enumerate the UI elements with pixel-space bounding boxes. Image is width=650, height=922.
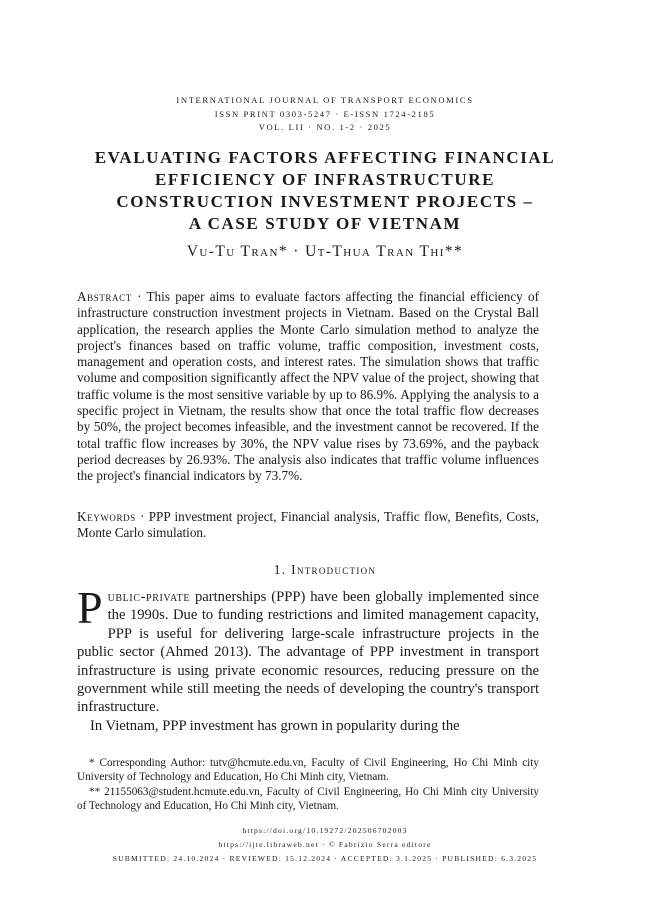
title-line-3: CONSTRUCTION INVESTMENT PROJECTS – [116, 192, 534, 211]
drop-cap: P [77, 582, 103, 633]
keywords-separator: · [135, 509, 149, 524]
keywords [77, 509, 539, 542]
volume-line: VOL. LII · NO. 1-2 · 2025 [258, 122, 392, 132]
publisher-site[interactable]: https://ijte.libraweb.net · © Fabrizio Serra editore [218, 840, 432, 849]
section-heading: 1. Introduction [273, 562, 377, 577]
abstract [77, 289, 539, 485]
title-line-4: A CASE STUDY OF VIETNAM [188, 214, 462, 233]
title-line-2: EFFICIENCY OF INFRASTRUCTURE [154, 170, 496, 189]
abstract-text: This paper aims to evaluate factors affecting the financial efficiency of infrastructure construction investment projects in Vietnam. Based on the Crystal Ball application, the research applies the Monte Carlo simulation method to analyze the project's finances based on traffic volume, traffic composition, investment costs, management and operation costs, and interest rates. The simulation shows that traffic volume and composition significantly affect the NPV value of the project, showing that traffic volume is the most sensitive variable by up to 86.9%. Applying the analysis to a specific project in Vietnam, the results show that once the total traffic flow decreases by 50%, the project becomes infeasible, and the investment cannot be recovered. If the total traffic flow increases by 30%, the NPV value rises by 73.69%, and the payback period decreases by 26.93%. The analysis also indicates that traffic volume influences the project's financial indicators by 73.7%. [77, 289, 539, 484]
footnotes [77, 756, 539, 814]
abstract-label: Abstract [77, 289, 132, 304]
doi-link[interactable]: https://doi.org/10.19272/202506702003 [242, 826, 408, 835]
intro-lead: ublic-private [107, 589, 191, 605]
title-line-1: EVALUATING FACTORS AFFECTING FINANCIAL [94, 148, 556, 167]
keywords-text: PPP investment project, Financial analysis, Traffic flow, Benefits, Costs, Monte Carlo simulation. [77, 509, 539, 541]
paper-title [70, 147, 580, 235]
author-list: Vu-Tu Tran* · Ut-Thua Tran Thi** [186, 243, 464, 260]
introduction-body [77, 582, 539, 735]
footnote-1: * Corresponding Author: tutv@hcmute.edu.vn, Faculty of Civil Engineering, Ho Chi Minh city University of Technology and Education, Ho Chi Minh city, Vietnam. [77, 757, 539, 784]
abstract-separator: · [131, 289, 147, 304]
issn-line: ISSN PRINT 0303-5247 · E-ISSN 1724-2185 [214, 109, 436, 119]
footnote-2: ** 21155063@student.hcmute.edu.vn, Faculty of Civil Engineering, Ho Chi Minh city University of Technology and Education, Ho Chi Minh city, Vietnam. [77, 785, 539, 813]
journal-name: INTERNATIONAL JOURNAL OF TRANSPORT ECONOMICS [176, 95, 474, 105]
intro-paragraph-2: In Vietnam, PPP investment has grown in popularity during the [90, 717, 460, 734]
intro-paragraph-1: partnerships (PPP) have been globally implemented since the 1990s. Due to funding restrictions and limited management capacity, PPP is useful for delivering large-scale infrastructure projects in the public sector (Ahmed 2013). The advantage of PPP investment in transport infrastructure is using private economic resources, reducing pressure on the government while still meeting the needs of developing the country's transport infrastructure. [77, 589, 539, 716]
submission-dates: SUBMITTED: 24.10.2024 · REVIEWED: 15.12.2024 · ACCEPTED: 3.1.2025 · PUBLISHED: 6.3.2025 [112, 854, 538, 863]
keywords-label: Keywords [77, 509, 136, 524]
